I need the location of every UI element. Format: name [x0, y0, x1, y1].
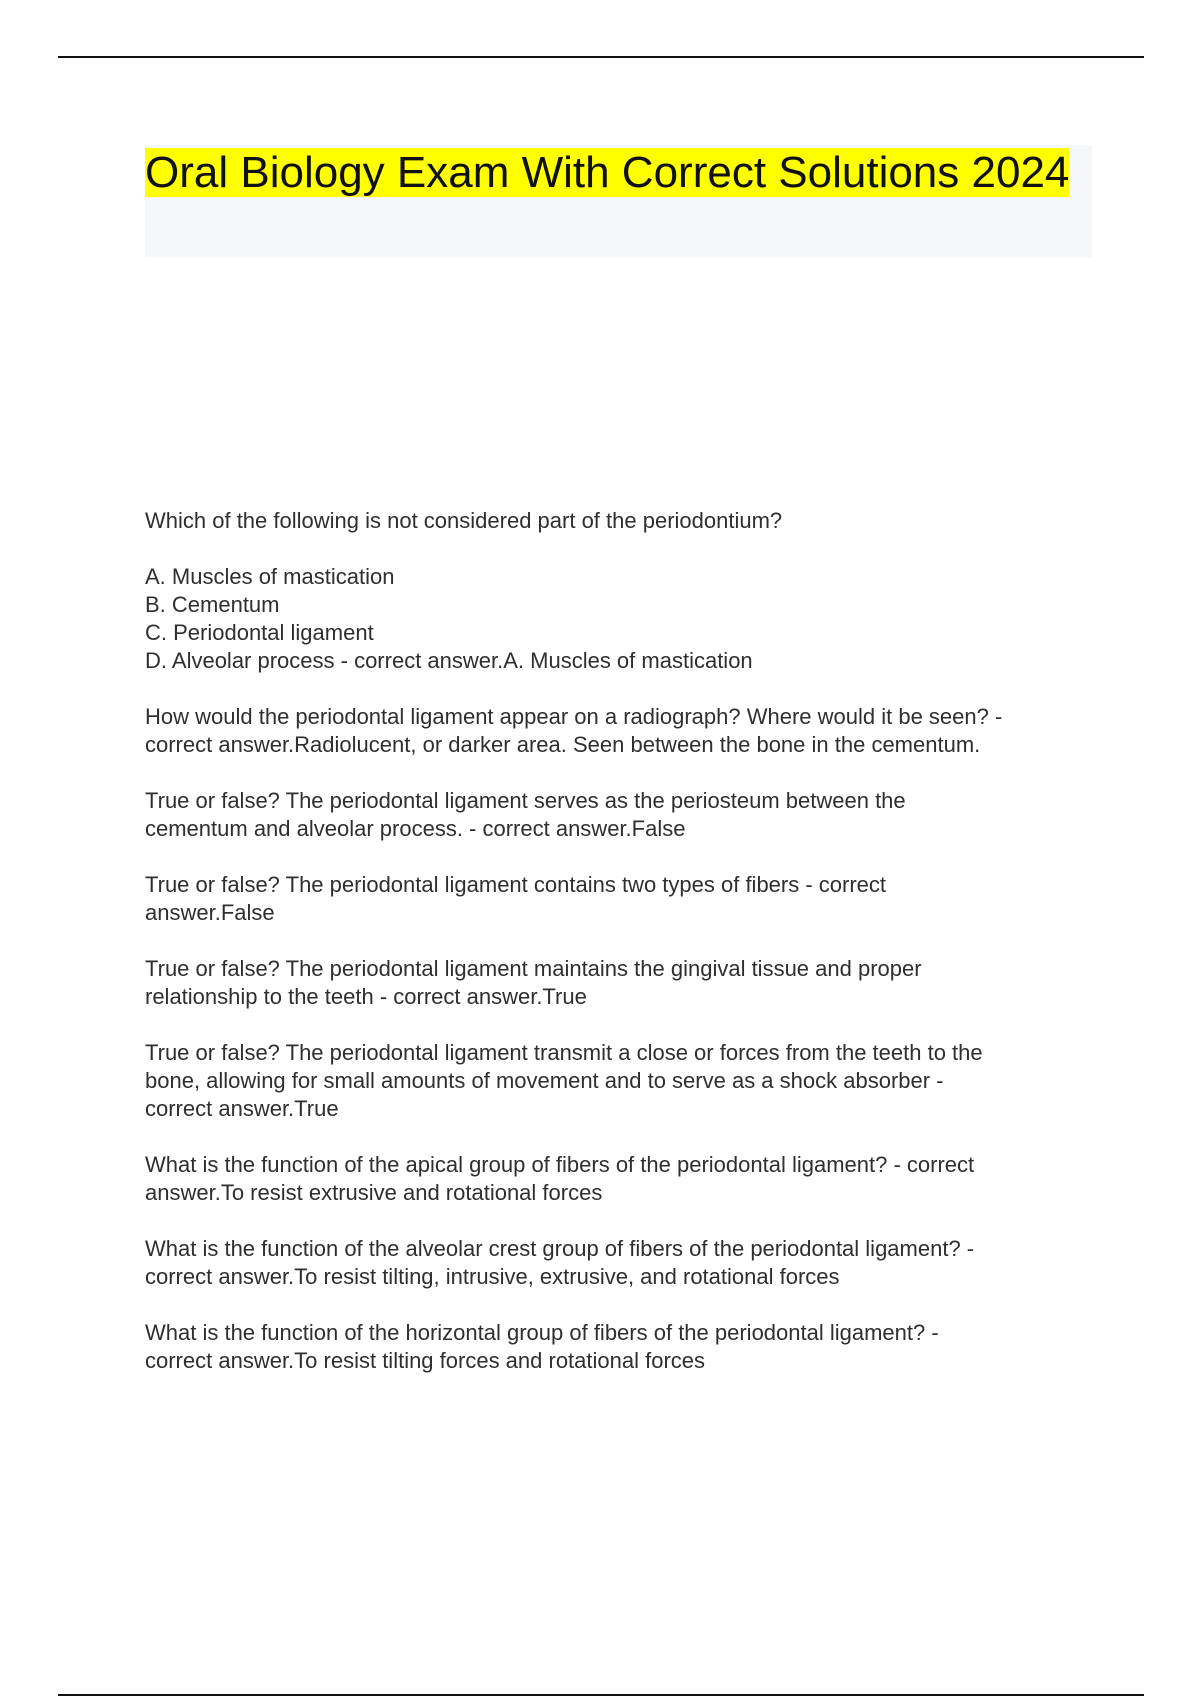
qa-line: True or false? The periodontal ligament transmit a close or forces from the teeth to the [145, 1040, 983, 1065]
qa-line: answer.To resist extrusive and rotational forces [145, 1180, 603, 1205]
qa-line: A. Muscles of mastication [145, 564, 395, 589]
qa-item [145, 1039, 1105, 1123]
title-highlight: Oral Biology Exam With Correct Solutions 2024 [145, 148, 1070, 197]
qa-line: True or false? The periodontal ligament contains two types of fibers - correct [145, 872, 887, 897]
qa-line: What is the function of the horizontal group of fibers of the periodontal ligament? - [145, 1320, 939, 1345]
qa-line: cementum and alveolar process. - correct answer.False [145, 816, 686, 841]
qa-line: correct answer.To resist tilting, intrusive, extrusive, and rotational forces [145, 1264, 840, 1289]
question-answer-list [145, 507, 1105, 1403]
qa-item [145, 1235, 1105, 1291]
qa-line: B. Cementum [145, 592, 280, 617]
qa-line [145, 535, 1105, 563]
qa-item [145, 787, 1105, 843]
qa-line: How would the periodontal ligament appear on a radiograph? Where would it be seen? - [145, 704, 1003, 729]
qa-line: True or false? The periodontal ligament serves as the periosteum between the [145, 788, 906, 813]
qa-line: answer.False [145, 900, 275, 925]
top-rule [58, 56, 1144, 58]
qa-line: True or false? The periodontal ligament maintains the gingival tissue and proper [145, 956, 922, 981]
qa-item [145, 955, 1105, 1011]
qa-line: relationship to the teeth - correct answer.True [145, 984, 587, 1009]
qa-line: What is the function of the apical group of fibers of the periodontal ligament? - correct [145, 1152, 975, 1177]
qa-item [145, 1151, 1105, 1207]
qa-line: correct answer.True [145, 1096, 339, 1121]
qa-item [145, 507, 1105, 675]
qa-item [145, 871, 1105, 927]
qa-line: Which of the following is not considered part of the periodontium? [145, 508, 783, 533]
qa-line: correct answer.Radiolucent, or darker area. Seen between the bone in the cementum. [145, 732, 981, 757]
qa-line: correct answer.To resist tilting forces and rotational forces [145, 1348, 706, 1373]
qa-line: D. Alveolar process - correct answer.A. Muscles of mastication [145, 648, 753, 673]
qa-item [145, 1319, 1105, 1375]
title-block [145, 145, 1092, 257]
qa-line: What is the function of the alveolar crest group of fibers of the periodontal ligament? - [145, 1236, 975, 1261]
document-title [145, 145, 1092, 201]
qa-item [145, 703, 1105, 759]
qa-line: C. Periodontal ligament [145, 620, 374, 645]
qa-line: bone, allowing for small amounts of movement and to serve as a shock absorber - [145, 1068, 944, 1093]
bottom-rule [58, 1694, 1144, 1696]
